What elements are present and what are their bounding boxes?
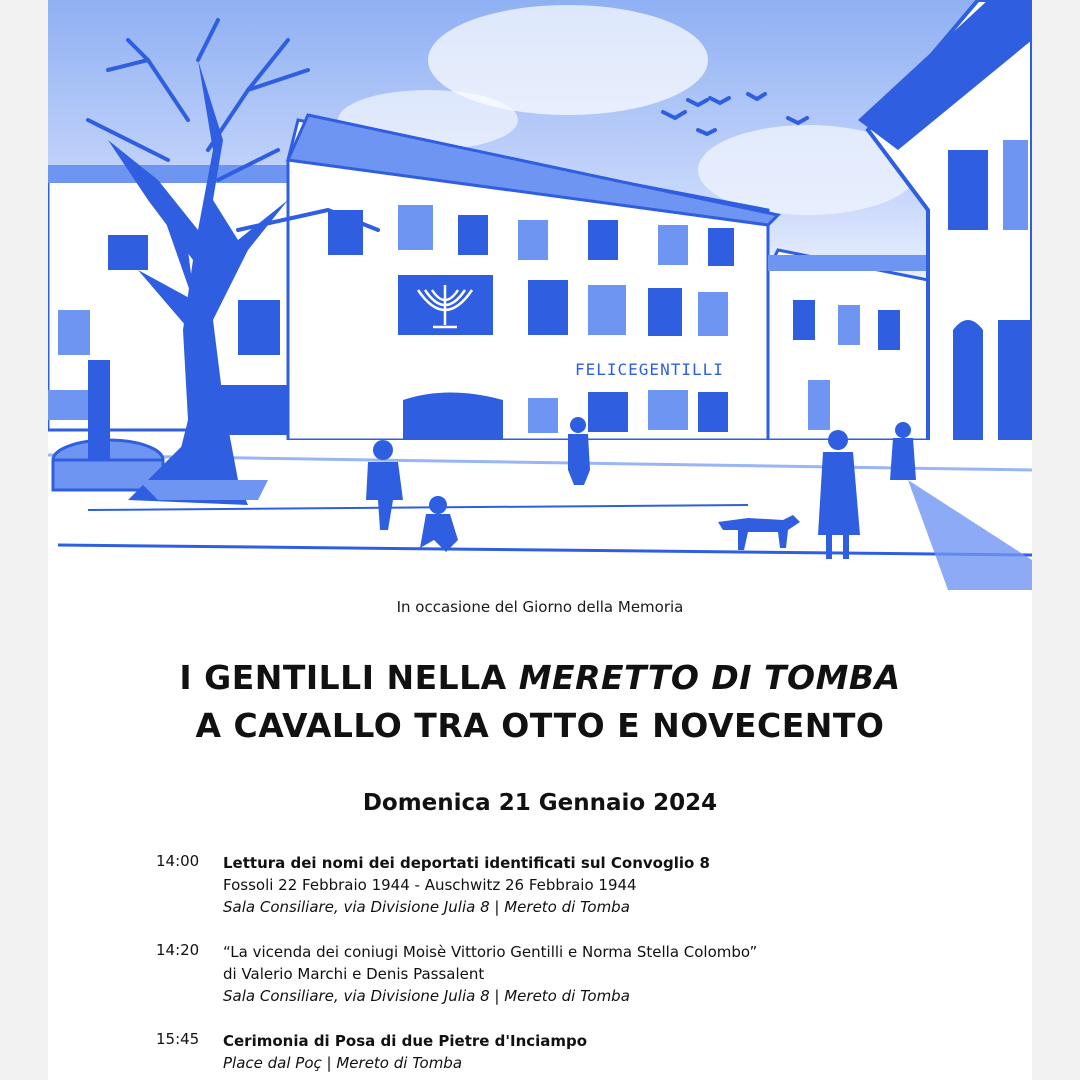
program-time: 15:45 — [156, 1030, 200, 1048]
program-place: Sala Consiliare, via Divisione Julia 8 | Mereto di Tomba — [223, 987, 630, 1005]
program-detail: di Valerio Marchi e Denis Passalent — [223, 965, 485, 983]
title-line-2: A CAVALLO TRA OTTO E NOVECENTO — [195, 706, 885, 745]
event-title — [48, 654, 1032, 750]
title-line-1 — [48, 654, 1032, 702]
program-title: Lettura dei nomi dei deportati identificati sul Convoglio 8 — [223, 854, 710, 872]
building-right — [768, 250, 928, 440]
program-detail: Fossoli 22 Febbraio 1944 - Auschwitz 26 Febbraio 1944 — [223, 876, 637, 894]
program-place: Sala Consiliare, via Divisione Julia 8 | Mereto di Tomba — [223, 898, 630, 916]
shop-sign: FELICEGENTILLI — [575, 360, 724, 379]
program-time: 14:20 — [156, 941, 200, 959]
program-title: “La vicenda dei coniugi Moisè Vittorio Gentilli e Norma Stella Colombo” — [223, 943, 758, 961]
title-line-1-text: I GENTILLI NELLA — [179, 658, 519, 697]
program-place: Place dal Poç | Mereto di Tomba — [223, 1054, 463, 1072]
occasion-subtitle: In occasione del Giorno della Memoria — [396, 598, 684, 616]
title-line-1-italic: MERETTO DI TOMBA — [518, 658, 901, 697]
program-title: Cerimonia di Posa di due Pietre d'Inciampo — [223, 1032, 588, 1050]
village-illustration — [48, 0, 1032, 590]
program-time: 14:00 — [156, 852, 200, 870]
poster-page — [48, 0, 1032, 1080]
event-date: Domenica 21 Gennaio 2024 — [362, 790, 718, 816]
arched-door — [403, 393, 503, 441]
illustration-svg — [48, 0, 1032, 590]
